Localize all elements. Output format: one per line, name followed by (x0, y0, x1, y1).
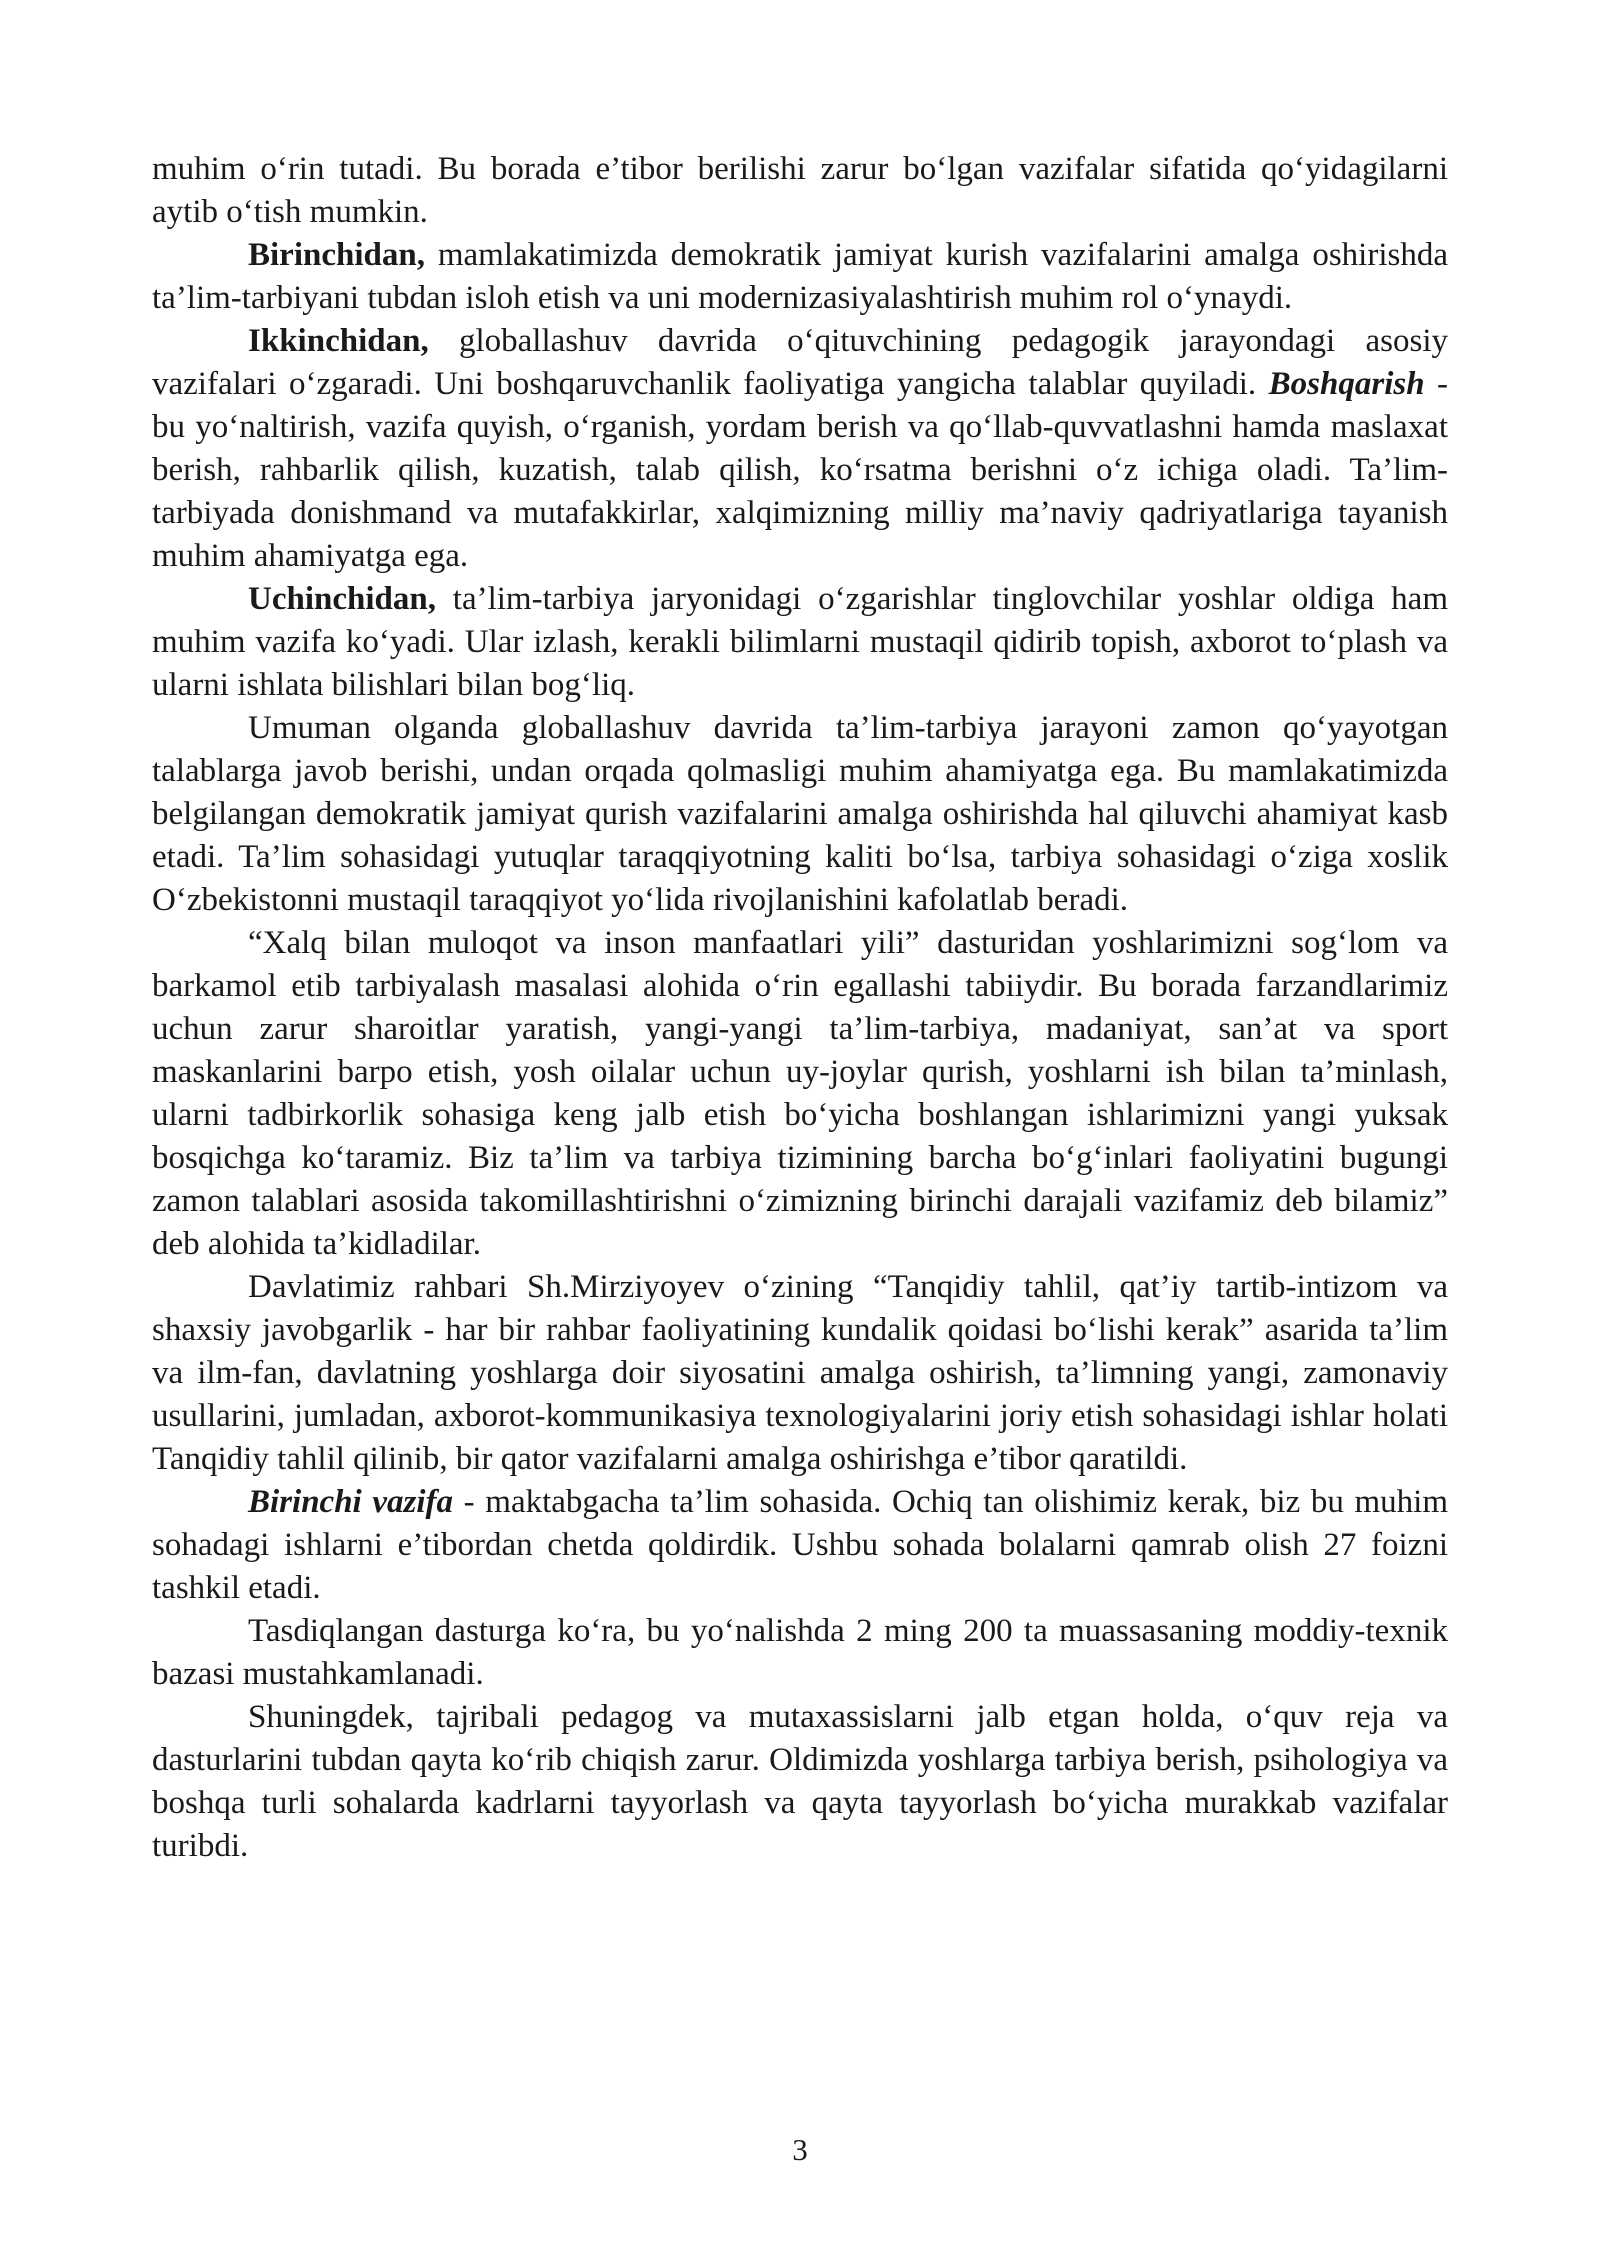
paragraph-quote (152, 922, 1448, 1266)
page-number: 3 (792, 2132, 808, 2167)
paragraph-ikkinchidan (152, 320, 1448, 578)
paragraph-lead: Birinchidan, (248, 237, 425, 273)
document-body (152, 148, 1448, 1868)
paragraph-tasdiqlangan (152, 1610, 1448, 1696)
paragraph-umuman (152, 707, 1448, 922)
paragraph-uchinchidan (152, 578, 1448, 707)
paragraph-lead: Uchinchidan, (248, 581, 436, 617)
paragraph-davlatimiz (152, 1266, 1448, 1481)
paragraph-text: “Xalq bilan muloqot va inson manfaatlari yili” dasturidan yoshlarimizni sog‘lom va barkamol etib tarbiyalash masalasi alohida o‘rin egallashi tabiiydir. Bu borada farzandlarimiz uchun zarur sharoitlar yaratish, yangi-yangi ta’lim-tarbiya, madaniyat, san’at va sport maskanlarini barpo etish, yosh oilalar uchun uy-joylar qurish, yoshlarni ish bilan ta’minlash, ularni tadbirkorlik sohasiga keng jalb etish bo‘yicha boshlangan ishlarimizni yangi yuksak bosqichga ko‘taramiz. Biz ta’lim va tarbiya tizimining barcha bo‘g‘inlari faoliyatini bugungi zamon talablari asosida takomillashtirishni o‘zimizning birinchi darajali vazifamiz deb bilamiz” deb alohida ta’kidladilar. (152, 925, 1448, 1262)
paragraph-text: Davlatimiz rahbari Sh.Mirziyoyev o‘zining “Tanqidiy tahlil, qat’iy tartib-intizom va shaxsiy javobgarlik - har bir rahbar faoliyatining kundalik qoidasi bo‘lishi kerak” asarida ta’lim va ilm-fan, davlatning yoshlarga doir siyosatini amalga oshirish, ta’limning yangi, zamonaviy usullarini, jumladan, axborot-kommunikasiya texnologiyalarini joriy etish sohasidagi ishlar holati Tanqidiy tahlil qilinib, bir qator vazifalarni amalga oshirishga e’tibor qaratildi. (152, 1269, 1448, 1477)
paragraph-text-after-term: - bu yo‘naltirish, vazifa quyish, o‘rganish, yordam berish va qo‘llab-quvvatlashni hamda maslaxat berish, rahbarlik qilish, kuzatish, talab qilish, ko‘rsatma berishni o‘z ichiga oladi. Ta’lim-tarbiyada donishmand va mutafakkirlar, xalqimizning milliy ma’naviy qadriyatlariga tayanish muhim ahamiyatga ega. (152, 366, 1448, 574)
paragraph-text: Shuningdek, tajribali pedagog va mutaxassislarni jalb etgan holda, o‘quv reja va dasturlarini tubdan qayta ko‘rib chiqish zarur. Oldimizda yoshlarga tarbiya berish, psihologiya va boshqa turli sohalarda kadrlarni tayyorlash va qayta tayyorlash bo‘yicha murakkab vazifalar turibdi. (152, 1699, 1448, 1864)
paragraph-lead: Ikkinchidan, (248, 323, 429, 359)
paragraph-text: muhim o‘rin tutadi. Bu borada e’tibor berilishi zarur bo‘lgan vazifalar sifatida qo‘yidagilarni aytib o‘tish mumkin. (152, 151, 1448, 230)
paragraph-lead: Birinchi vazifa (248, 1484, 454, 1520)
term-boshqarish: Boshqarish (1268, 366, 1425, 402)
paragraph-text: globallashuv davrida o‘qituvchining pedagogik jarayondagi asosiy vazifalari o‘zgaradi. Uni boshqaruvchanlik faoliyatiga yangicha talablar quyiladi. (152, 323, 1448, 402)
paragraph-text: mamlakatimizda demokratik jamiyat kurish vazifalarini amalga oshirishda ta’lim-tarbiyani tubdan isloh etish va uni modernizasiyalashtirish muhim rol o‘ynaydi. (152, 237, 1448, 316)
paragraph-text: - maktabgacha ta’lim sohasida. Ochiq tan olishimiz kerak, biz bu muhim sohadagi ishlarni e’tibordan chetda qoldirdik. Ushbu sohada bolalarni qamrab olish 27 foizni tashkil etadi. (152, 1484, 1449, 1606)
paragraph-birinchi-vazifa (152, 1481, 1448, 1610)
paragraph-birinchidan (152, 234, 1448, 320)
paragraph-text: Umuman olganda globallashuv davrida ta’lim-tarbiya jarayoni zamon qo‘yayotgan talablarga javob berishi, undan orqada qolmasligi muhim ahamiyatga ega. Bu mamlakatimizda belgilangan demokratik jamiyat qurish vazifalarini amalga oshirishda hal qiluvchi ahamiyat kasb etadi. Ta’lim sohasidagi yutuqlar taraqqiyotning kaliti bo‘lsa, tarbiya sohasidagi o‘ziga xoslik O‘zbekistonni mustaqil taraqqiyot yo‘lida rivojlanishini kafolatlab beradi. (152, 710, 1448, 918)
paragraph-shuningdek (152, 1696, 1448, 1868)
paragraph-continuation (152, 148, 1448, 234)
paragraph-text: ta’lim-tarbiya jaryonidagi o‘zgarishlar tinglovchilar yoshlar oldiga ham muhim vazifa ko‘yadi. Ular izlash, kerakli bilimlarni mustaqil qidirib topish, axborot to‘plash va ularni ishlata bilishlari bilan bog‘liq. (152, 581, 1448, 703)
paragraph-text: Tasdiqlangan dasturga ko‘ra, bu yo‘nalishda 2 ming 200 ta muassasaning moddiy-texnik bazasi mustahkamlanadi. (152, 1613, 1448, 1692)
